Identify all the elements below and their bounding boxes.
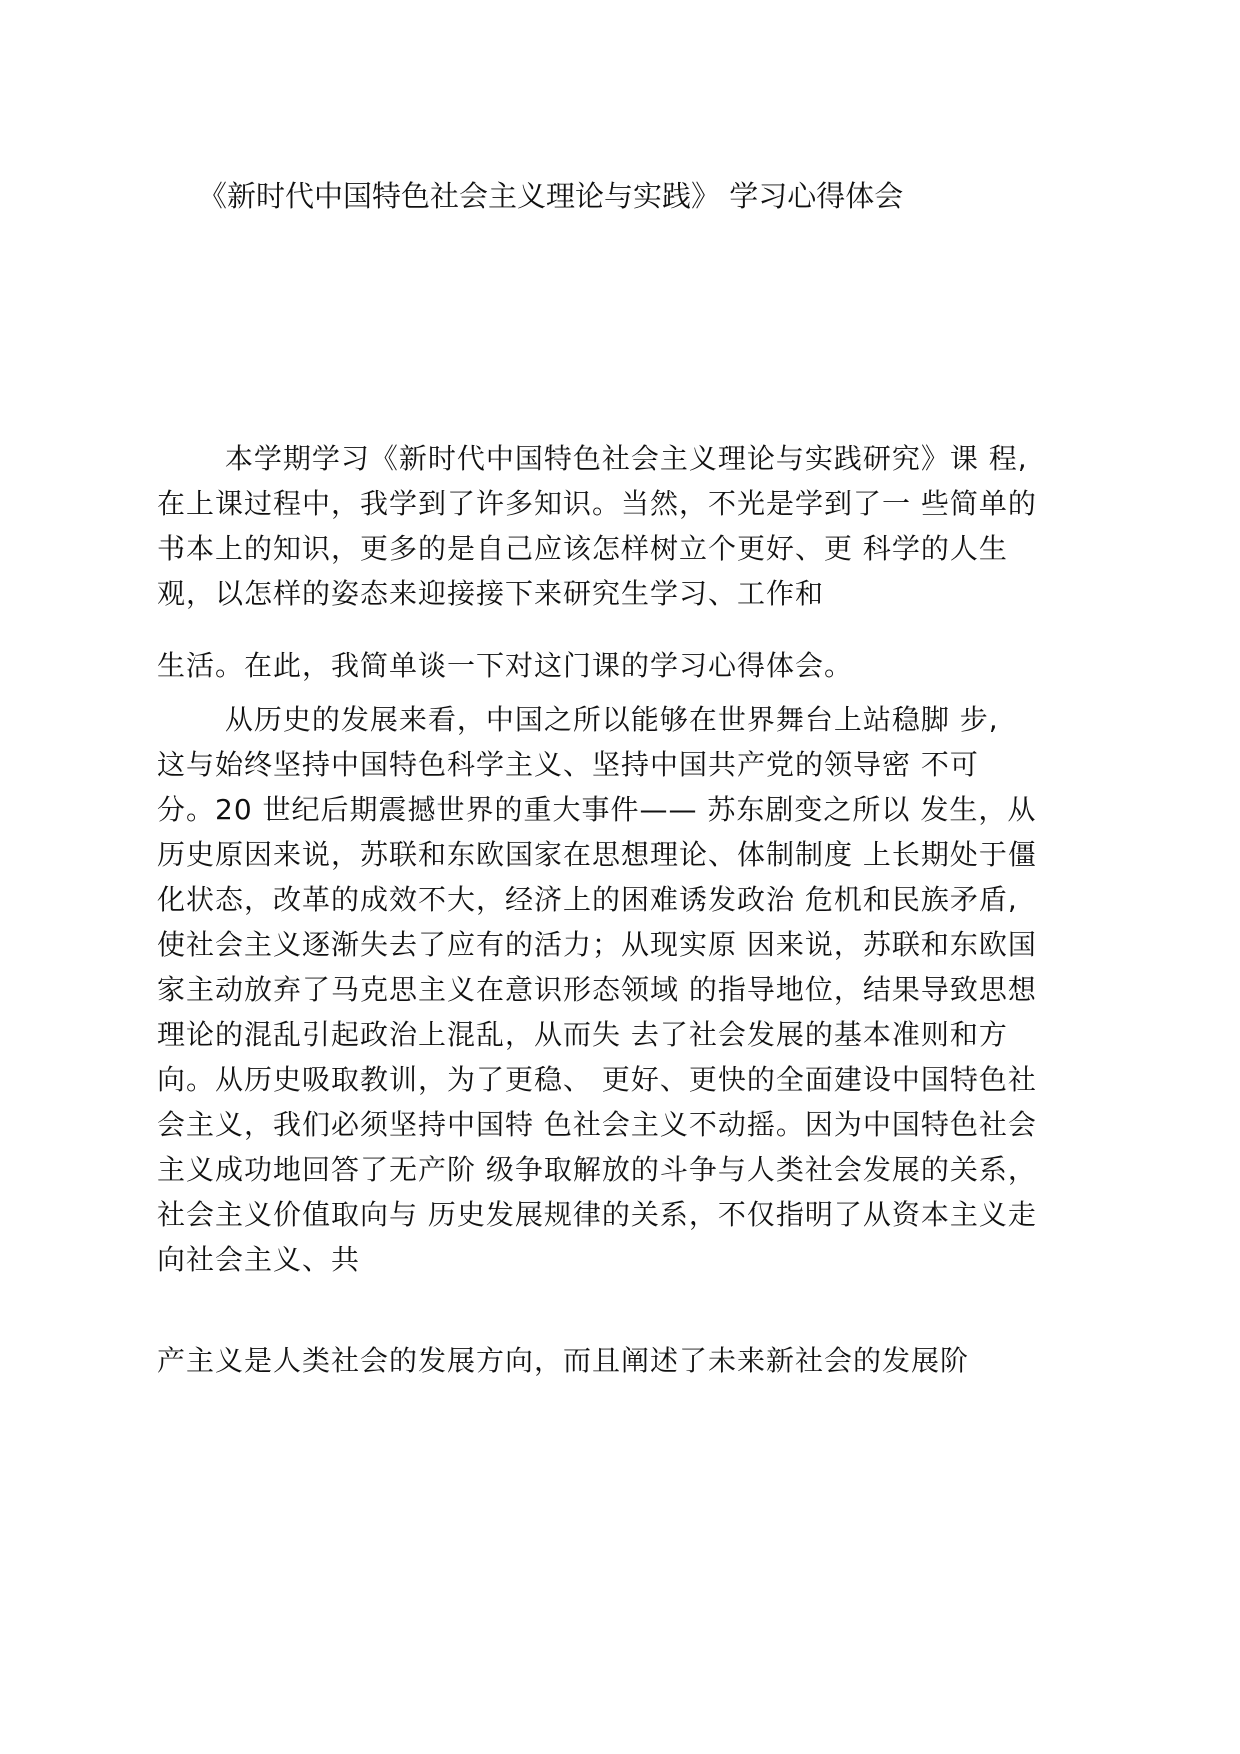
paragraph-intro: 本学期学习《新时代中国特色社会主义理论与实践研究》课 程, 在上课过程中，我学到了许多知识。当然，不光是学到了一 些简单的 书本上的知识，更多的是自己应该怎样树立个更好、更 科学的人生 观，以怎样的姿态来迎接接下来研究生学习、工作和	[157, 442, 1037, 610]
document-title: 《新时代中国特色社会主义理论与实践》 学习心得体会	[198, 179, 904, 213]
paragraph-history-continuation: 产主义是人类社会的发展方向，而且阐述了未来新社会的发展阶	[157, 1344, 970, 1377]
paragraph-history: 从历史的发展来看，中国之所以能够在世界舞台上站稳脚 步, 这与始终坚持中国特色科学主义、坚持中国共产党的领导密 不可 分。20 世纪后期震撼世界的重大事件—— 苏东剧变之所以 发生，从 历史原因来说，苏联和东欧国家在思想理论、体制制度 上长期处于僵 化状态，改革的成效不大，经济上的困难诱发政治 危机和民族矛盾, 使社会主义逐渐失去了应有的活力；从现实原 因来说，苏联和东欧国 家主动放弃了马克思主义在意识形态领域 的指导地位，结果导致思想 理论的混乱引起政治上混乱，从而失 去了社会发展的基本准则和方 向。从历史吸取教训，为了更稳、 更好、更快的全面建设中国特色社 会主义，我们必须坚持中国特 色社会主义不动摇。因为中国特色社会 主义成功地回答了无产阶 级争取解放的斗争与人类社会发展的关系， 社会主义价值取向与 历史发展规律的关系，不仅指明了从资本主义走 向社会主义、共	[157, 703, 1037, 1276]
paragraph-intro-continuation: 生活。在此，我简单谈一下对这门课的学习心得体会。	[157, 649, 854, 682]
